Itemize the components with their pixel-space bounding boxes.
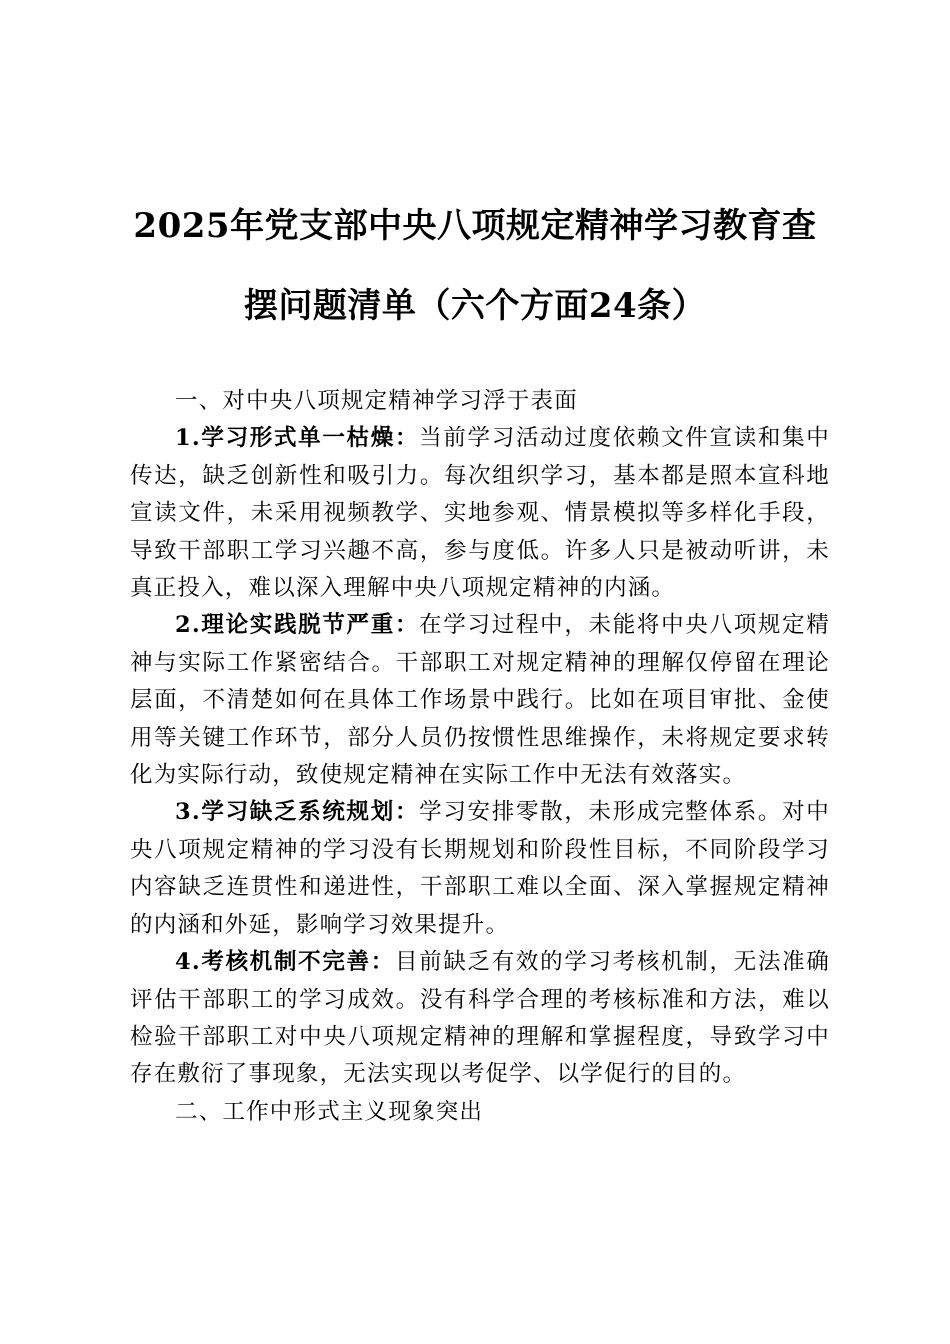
- item-lead: 3.学习缺乏系统规划：: [175, 799, 420, 826]
- item-lead: 2.理论实践脱节严重：: [175, 612, 420, 639]
- list-item: [130, 607, 830, 794]
- item-text: 目前缺乏有效的学习考核机制，无法准确评估干部职工的学习成效。没有科学合理的考核标准和方法，难以检验干部职工对中央八项规定精神的理解和掌握程度，导致学习中存在敷衍了事现象，无法实现以考促学、以学促行的目的。: [130, 949, 830, 1088]
- list-item: [130, 944, 830, 1094]
- list-item: [130, 420, 830, 607]
- item-lead: 4.考核机制不完善：: [175, 949, 395, 976]
- item-text: 当前学习活动过度依赖文件宣读和集中传达，缺乏创新性和吸引力。每次组织学习，基本都是照本宣科地宣读文件，未采用视频教学、实地参观、情景模拟等多样化手段，导致干部职工学习兴趣不高，参与度低。许多人只是被动听讲，未真正投入，难以深入理解中央八项规定精神的内涵。: [130, 425, 830, 602]
- document-title: [120, 186, 830, 346]
- item-text: 在学习过程中，未能将中央八项规定精神与实际工作紧密结合。干部职工对规定精神的理解仅停留在理论层面，不清楚如何在具体工作场景中践行。比如在项目审批、金使用等关键工作环节，部分人员仍按惯性思维操作，未将规定要求转化为实际行动，致使规定精神在实际工作中无法有效落实。: [130, 612, 830, 789]
- item-text: 学习安排零散，未形成完整体系。对中央八项规定精神的学习没有长期规划和阶段性目标，不同阶段学习内容缺乏连贯性和递进性，干部职工难以全面、深入掌握规定精神的内涵和外延，影响学习效果提升。: [130, 799, 830, 938]
- section-heading: 二、工作中形式主义现象突出: [175, 1098, 484, 1125]
- document-body: [130, 383, 830, 1131]
- title-line-1: 2025年党支部中央八项规定精神学习教育查: [133, 206, 817, 246]
- section-heading: 一、对中央八项规定精神学习浮于表面: [175, 388, 578, 414]
- item-lead: 1.学习形式单一枯燥：: [175, 425, 420, 452]
- title-line-2: 摆问题清单（六个方面24条）: [243, 286, 707, 326]
- list-item: [130, 794, 830, 944]
